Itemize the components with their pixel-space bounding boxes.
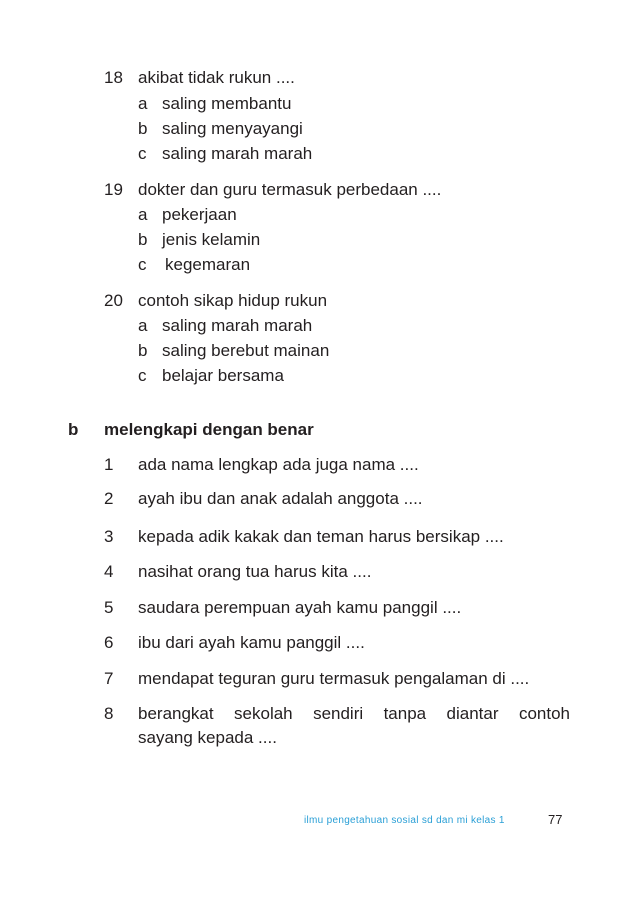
question-text: contoh sikap hidup rukun xyxy=(138,291,328,310)
option-text: kegemaran xyxy=(165,255,251,274)
item-number: 7 xyxy=(104,669,114,688)
item-number: 5 xyxy=(104,598,114,617)
question-number: 20 xyxy=(104,291,123,310)
option-letter: c xyxy=(138,255,147,274)
option-text: belajar bersama xyxy=(162,366,284,385)
item-text: ada nama lengkap ada juga nama .... xyxy=(138,455,419,474)
option-letter: b xyxy=(138,230,148,249)
page-number: 77 xyxy=(548,812,563,827)
option-letter: a xyxy=(138,94,148,113)
item-text: nasihat orang tua harus kita .... xyxy=(138,562,372,581)
item-number: 2 xyxy=(104,489,114,508)
item-number: 3 xyxy=(104,527,114,546)
item-text: mendapat teguran guru termasuk pengalaman di .... xyxy=(138,669,530,688)
book-title: ilmu pengetahuan sosial sd dan mi kelas 1 xyxy=(304,815,505,826)
question-number: 18 xyxy=(104,68,123,87)
question-text: dokter dan guru termasuk perbedaan .... xyxy=(138,180,442,199)
item-text: kepada adik kakak dan teman harus bersikap .... xyxy=(138,527,504,546)
section-title: melengkapi dengan benar xyxy=(104,420,314,439)
option-text: saling membantu xyxy=(162,94,292,113)
item-text: ibu dari ayah kamu panggil .... xyxy=(138,633,365,652)
option-text: saling berebut mainan xyxy=(162,341,330,360)
item-text-line-2: sayang kepada .... xyxy=(138,728,277,747)
question-text: akibat tidak rukun .... xyxy=(138,68,295,87)
option-letter: c xyxy=(138,144,147,163)
item-text: saudara perempuan ayah kamu panggil .... xyxy=(138,598,462,617)
item-number: 6 xyxy=(104,633,114,652)
option-text: jenis kelamin xyxy=(162,230,261,249)
option-letter: b xyxy=(138,119,148,138)
option-text: saling marah marah xyxy=(162,144,313,163)
item-text: ayah ibu dan anak adalah anggota .... xyxy=(138,489,423,508)
option-letter: b xyxy=(138,341,148,360)
option-text: pekerjaan xyxy=(162,205,237,224)
option-text: saling menyayangi xyxy=(162,119,303,138)
item-number: 1 xyxy=(104,455,114,474)
option-letter: c xyxy=(138,366,147,385)
item-text-line-1: berangkat sekolah sendiri tanpa diantar contoh xyxy=(138,704,570,723)
question-number: 19 xyxy=(104,180,123,199)
section-letter: b xyxy=(68,420,79,439)
option-text: saling marah marah xyxy=(162,316,313,335)
item-number: 8 xyxy=(104,704,114,723)
option-letter: a xyxy=(138,205,148,224)
item-number: 4 xyxy=(104,562,114,581)
option-letter: a xyxy=(138,316,148,335)
